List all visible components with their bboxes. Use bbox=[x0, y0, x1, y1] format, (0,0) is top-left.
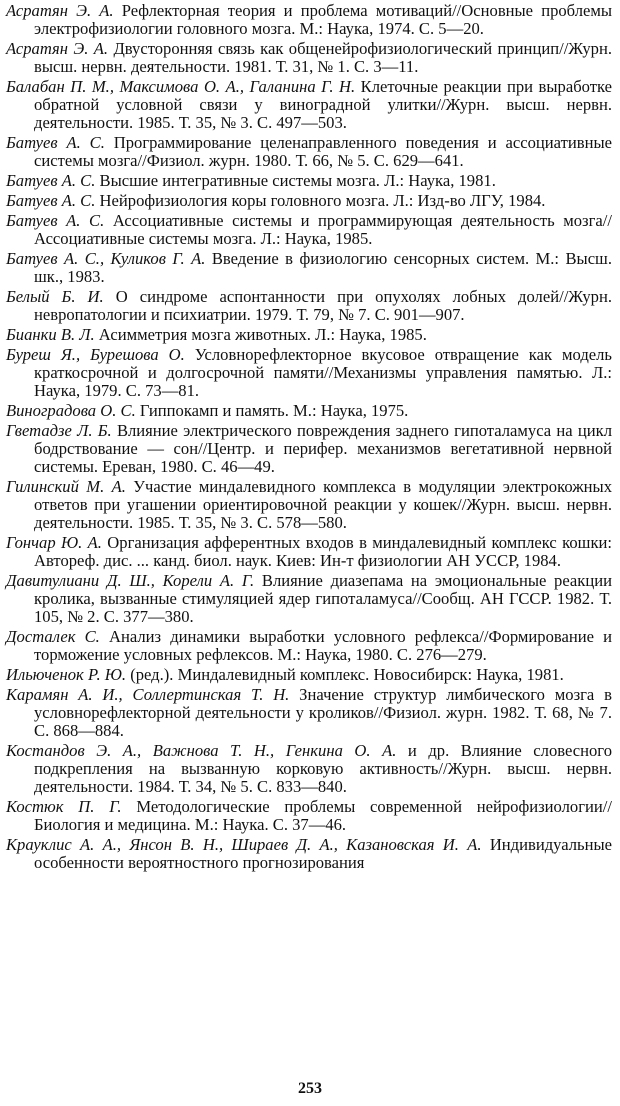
entry-authors: Давитулиани Д. Ш., Корели А. Г. bbox=[6, 571, 255, 590]
entry-authors: Батуев А. С. bbox=[6, 133, 105, 152]
entry-text: Индивидуальные особенности вероятностного прогнозирования bbox=[34, 835, 612, 872]
entry-text: Влияние диазепама на эмоциональные реакции кролика, вызванные стимуляцией ядер гипоталамуса//Сообщ. АН ГССР. 1982. Т. 105, № 2. С. 377—380. bbox=[34, 571, 612, 626]
bibliography-entry bbox=[6, 212, 612, 248]
bibliography-entry bbox=[6, 666, 612, 684]
entry-text: Нейрофизиология коры головного мозга. Л.: Изд-во ЛГУ, 1984. bbox=[99, 191, 546, 210]
bibliography-entry bbox=[6, 478, 612, 532]
bibliography-entry bbox=[6, 422, 612, 476]
entry-authors: Досталек С. bbox=[6, 627, 100, 646]
bibliography-entry bbox=[6, 534, 612, 570]
entry-text: Гиппокамп и память. М.: Наука, 1975. bbox=[139, 401, 409, 420]
entry-text: Условнорефлекторное вкусовое отвращение как модель краткосрочной и долгосрочной памяти//Механизмы управления памятью. Л.: Наука, 1979. С. 73—81. bbox=[34, 345, 612, 400]
entry-authors: Крауклис А. А., Янсон В. Н., Шираев Д. А., Казановская И. А. bbox=[6, 835, 482, 854]
entry-authors: Карамян А. И., Соллертинская Т. Н. bbox=[6, 685, 290, 704]
entry-text: Методологические проблемы современной нейрофизиологии//Биология и медицина. М.: Наука. С. 37—46. bbox=[34, 797, 612, 834]
entry-text: и др. Влияние словесного подкрепления на вызванную корковую активность//Журн. высш. нервн. деятельности. 1984. Т. 34, № 5. С. 833—840. bbox=[34, 741, 612, 796]
bibliography-entry bbox=[6, 40, 612, 76]
entry-authors: Бианки В. Л. bbox=[6, 325, 95, 344]
entry-text: Клеточные реакции при выработке обратной условной связи у виноградной улитки//Журн. высш. нервн. деятельности. 1985. Т. 35, № 3. С. 497—503. bbox=[34, 77, 612, 132]
bibliography-entry bbox=[6, 78, 612, 132]
entry-authors: Батуев А. С., Куликов Г. А. bbox=[6, 249, 206, 268]
bibliography-entry bbox=[6, 572, 612, 626]
entry-text: Влияние электрического повреждения заднего гипоталамуса на цикл бодрствование — сон//Центр. и перифер. механизмов вегетативной нервной системы. Ереван, 1980. С. 46—49. bbox=[34, 421, 612, 476]
bibliography-entry bbox=[6, 836, 612, 872]
bibliography-entry bbox=[6, 798, 612, 834]
page-number: 253 bbox=[298, 1080, 322, 1097]
bibliography-entry bbox=[6, 288, 612, 324]
entry-text: Ассоциативные системы и программирующая деятельность мозга//Ассоциативные системы мозга. Л.: Наука, 1985. bbox=[34, 211, 612, 248]
entry-text: (ред.). Миндалевидный комплекс. Новосибирск: Наука, 1981. bbox=[130, 665, 564, 684]
bibliography-entry bbox=[6, 686, 612, 740]
bibliography-list bbox=[6, 2, 612, 872]
entry-text: Участие миндалевидного комплекса в модуляции электрокожных ответов при угашении ориентировочной реакции у кошек//Журн. высш. нервн. деятельности. 1985. Т. 35, № 3. С. 578—580. bbox=[34, 477, 612, 532]
entry-text: Программирование целенаправленного поведения и ассоциативные системы мозга//Физиол. журн. 1980. Т. 66, № 5. С. 629—641. bbox=[34, 133, 612, 170]
bibliography-entry bbox=[6, 402, 612, 420]
entry-text: Организация афферентных входов в миндалевидный комплекс кошки: Автореф. дис. ... канд. биол. наук. Киев: Ин-т физиологии АН УССР, 1984. bbox=[34, 533, 613, 570]
entry-text: Асимметрия мозга животных. Л.: Наука, 1985. bbox=[98, 325, 427, 344]
entry-authors: Батуев А. С. bbox=[6, 171, 96, 190]
bibliography-entry bbox=[6, 742, 612, 796]
entry-authors: Ильюченок Р. Ю. bbox=[6, 665, 127, 684]
entry-text: Значение структур лимбического мозга в условнорефлекторной деятельности у кроликов//Физиол. журн. 1982. Т. 68, № 7. С. 868—884. bbox=[34, 685, 612, 740]
bibliography-entry bbox=[6, 326, 612, 344]
entry-text: Двусторонняя связь как общенейрофизиологический принцип//Журн. высш. нервн. деятельности. 1981. Т. 31, № 1. С. 3—11. bbox=[34, 39, 612, 76]
bibliography-entry bbox=[6, 192, 612, 210]
entry-authors: Буреш Я., Бурешова О. bbox=[6, 345, 185, 364]
entry-authors: Костюк П. Г. bbox=[6, 797, 122, 816]
bibliography-entry bbox=[6, 172, 612, 190]
entry-authors: Батуев А. С. bbox=[6, 211, 105, 230]
bibliography-entry bbox=[6, 134, 612, 170]
bibliography-entry bbox=[6, 250, 612, 286]
entry-authors: Асратян Э. А. bbox=[6, 39, 109, 58]
entry-authors: Асратян Э. А. bbox=[6, 1, 114, 20]
entry-authors: Гветадзе Л. Б. bbox=[6, 421, 112, 440]
entry-authors: Белый Б. И. bbox=[6, 287, 104, 306]
bibliography-entry bbox=[6, 628, 612, 664]
entry-text: Введение в физиологию сенсорных систем. М.: Высш. шк., 1983. bbox=[34, 249, 612, 286]
entry-authors: Балабан П. М., Максимова О. А., Галанина Г. Н. bbox=[6, 77, 356, 96]
entry-text: Высшие интегративные системы мозга. Л.: Наука, 1981. bbox=[99, 171, 496, 190]
entry-authors: Батуев А. С. bbox=[6, 191, 96, 210]
entry-authors: Костандов Э. А., Важнова Т. Н., Генкина О. А. bbox=[6, 741, 397, 760]
entry-authors: Гилинский М. А. bbox=[6, 477, 126, 496]
bibliography-entry bbox=[6, 346, 612, 400]
entry-text: Рефлекторная теория и проблема мотиваций//Основные проблемы электрофизиологии головного мозга. М.: Наука, 1974. С. 5—20. bbox=[34, 1, 612, 38]
entry-authors: Гончар Ю. А. bbox=[6, 533, 102, 552]
entry-text: Анализ динамики выработки условного рефлекса//Формирование и торможение условных рефлексов. М.: Наука, 1980. С. 276—279. bbox=[34, 627, 613, 664]
bibliography-entry bbox=[6, 2, 612, 38]
entry-authors: Виноградова О. С. bbox=[6, 401, 136, 420]
entry-text: О синдроме аспонтанности при опухолях лобных долей//Журн. невропатологии и психиатрии. 1979. Т. 79, № 7. С. 901—907. bbox=[34, 287, 612, 324]
